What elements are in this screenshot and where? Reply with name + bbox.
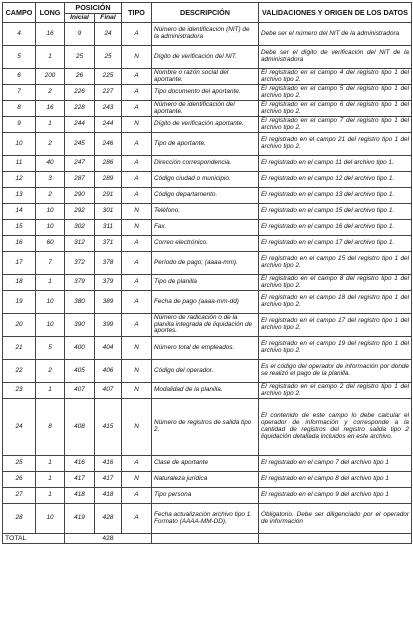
cell-validacion: El registrado en el campo 21 del registro tipo 1 del archivo tipo 2. [259, 133, 412, 156]
cell-validacion: El registrado en el campo 17 del archivo tipo 1. [259, 236, 412, 252]
cell-descripcion: Clase de aportante [152, 456, 259, 472]
cell-tipo: A [122, 156, 152, 172]
cell-final: 379 [95, 275, 122, 291]
cell-tipo: N [122, 220, 152, 236]
cell-campo: 19 [3, 291, 36, 314]
table-row [3, 236, 412, 252]
cell-tipo: A [122, 23, 152, 46]
cell-long: 16 [36, 23, 65, 46]
cell-inicial: 247 [65, 156, 95, 172]
cell-long: 40 [36, 156, 65, 172]
cell-final: 406 [95, 360, 122, 383]
header-campo: CAMPO [3, 3, 36, 23]
cell-long: 1 [36, 472, 65, 488]
cell-campo: 15 [3, 220, 36, 236]
cell-descripcion: Número total de empleados. [152, 337, 259, 360]
cell-final: 417 [95, 472, 122, 488]
cell-final: 415 [95, 399, 122, 456]
cell-campo: 26 [3, 472, 36, 488]
cell-final: 291 [95, 188, 122, 204]
total-empty-desc [152, 534, 259, 544]
cell-inicial: 245 [65, 133, 95, 156]
cell-tipo: A [122, 488, 152, 504]
cell-descripcion: Número de identificación del aportante. [152, 101, 259, 117]
cell-final: 24 [95, 23, 122, 46]
cell-long: 2 [36, 133, 65, 156]
cell-validacion: El registrado en el campo 12 del archivo tipo 1. [259, 172, 412, 188]
cell-long: 1 [36, 456, 65, 472]
cell-descripcion: Modalidad de la planilla. [152, 383, 259, 399]
cell-final: 286 [95, 156, 122, 172]
cell-inicial: 287 [65, 172, 95, 188]
cell-long: 10 [36, 291, 65, 314]
cell-inicial: 418 [65, 488, 95, 504]
cell-tipo: A [122, 314, 152, 337]
cell-campo: 17 [3, 252, 36, 275]
table-row [3, 504, 412, 534]
cell-validacion: El contenido de este campo lo debe calcular el operador de información y corresponde a la cantidad de registros del registro salida tipo 2 liquidación detallada incluidos en este archivo. [259, 399, 412, 456]
cell-campo: 8 [3, 101, 36, 117]
cell-inicial: 400 [65, 337, 95, 360]
table-row [3, 85, 412, 101]
header-descripcion: DESCRIPCIÓN [152, 3, 259, 23]
total-value: 428 [65, 534, 152, 544]
cell-long: 60 [36, 236, 65, 252]
cell-tipo: A [122, 69, 152, 85]
cell-validacion: Debe ser el número del NIT de la administradora [259, 23, 412, 46]
total-empty-val [259, 534, 412, 544]
header-validaciones: VALIDACIONES Y ORIGEN DE LOS DATOS [259, 3, 412, 23]
cell-tipo: N [122, 472, 152, 488]
cell-descripcion: Nombre o razón social del aportante. [152, 69, 259, 85]
table-row [3, 275, 412, 291]
cell-final: 225 [95, 69, 122, 85]
cell-campo: 20 [3, 314, 36, 337]
cell-final: 371 [95, 236, 122, 252]
cell-long: 2 [36, 188, 65, 204]
total-label: TOTAL [3, 534, 65, 544]
cell-campo: 4 [3, 23, 36, 46]
cell-descripcion: Teléfono. [152, 204, 259, 220]
table-row [3, 314, 412, 337]
cell-validacion: El registrado en el campo 16 del archivo tipo 1. [259, 220, 412, 236]
cell-validacion: El registrado en el campo 6 del registro tipo 1 del archivo tipo 2. [259, 101, 412, 117]
cell-descripcion: Número de identificación (NIT) de la administradora [152, 23, 259, 46]
cell-campo: 24 [3, 399, 36, 456]
cell-tipo: N [122, 46, 152, 69]
cell-validacion: El registrado en el campo 7 del registro tipo 1 del archivo tipo 2. [259, 117, 412, 133]
cell-tipo: A [122, 504, 152, 534]
cell-descripcion: Fax. [152, 220, 259, 236]
field-spec-table [2, 2, 412, 544]
cell-long: 2 [36, 360, 65, 383]
header-final: Final [95, 14, 122, 23]
table-row [3, 291, 412, 314]
cell-validacion: El registrado en el campo 19 del registro tipo 1 del archivo tipo 2. [259, 337, 412, 360]
cell-campo: 6 [3, 69, 36, 85]
table-body [3, 23, 412, 534]
cell-validacion: El registrado en el campo 5 del registro tipo 1 del archivo tipo 2. [259, 85, 412, 101]
table-row [3, 488, 412, 504]
cell-final: 407 [95, 383, 122, 399]
cell-tipo: A [122, 236, 152, 252]
table-row [3, 204, 412, 220]
cell-descripcion: Tipo documento del aportante. [152, 85, 259, 101]
cell-long: 1 [36, 383, 65, 399]
cell-tipo: A [122, 101, 152, 117]
cell-long: 10 [36, 220, 65, 236]
cell-inicial: 417 [65, 472, 95, 488]
cell-inicial: 25 [65, 46, 95, 69]
cell-campo: 16 [3, 236, 36, 252]
cell-campo: 9 [3, 117, 36, 133]
cell-final: 289 [95, 172, 122, 188]
cell-final: 243 [95, 101, 122, 117]
cell-descripcion: Tipo persona [152, 488, 259, 504]
cell-long: 10 [36, 504, 65, 534]
cell-inicial: 372 [65, 252, 95, 275]
cell-final: 389 [95, 291, 122, 314]
cell-long: 1 [36, 275, 65, 291]
cell-final: 416 [95, 456, 122, 472]
cell-validacion: Debe ser el dígito de verificación del NIT de la administradora [259, 46, 412, 69]
cell-final: 399 [95, 314, 122, 337]
table-row [3, 117, 412, 133]
cell-descripcion: Fecha actualización archivo tipo 1. Formato (AAAA-MM-DD). [152, 504, 259, 534]
cell-tipo: A [122, 133, 152, 156]
cell-long: 5 [36, 337, 65, 360]
cell-final: 311 [95, 220, 122, 236]
cell-tipo: A [122, 188, 152, 204]
cell-validacion: El registrado en el campo 15 del archivo tipo 1. [259, 204, 412, 220]
cell-descripcion: Tipo de aportante. [152, 133, 259, 156]
table-row [3, 46, 412, 69]
cell-campo: 21 [3, 337, 36, 360]
table-row [3, 252, 412, 275]
cell-inicial: 416 [65, 456, 95, 472]
cell-long: 200 [36, 69, 65, 85]
cell-campo: 12 [3, 172, 36, 188]
cell-inicial: 390 [65, 314, 95, 337]
cell-validacion: El registrado en el campo 8 del archivo tipo 1 [259, 472, 412, 488]
cell-tipo: N [122, 399, 152, 456]
table-row [3, 383, 412, 399]
header-long: LONG [36, 3, 65, 23]
cell-descripcion: Código ciudad o municipio. [152, 172, 259, 188]
cell-campo: 10 [3, 133, 36, 156]
cell-campo: 22 [3, 360, 36, 383]
cell-inicial: 419 [65, 504, 95, 534]
cell-inicial: 379 [65, 275, 95, 291]
cell-descripcion: Fecha de pago (aaaa-mm-dd) [152, 291, 259, 314]
cell-final: 418 [95, 488, 122, 504]
table-row [3, 156, 412, 172]
table-row [3, 101, 412, 117]
cell-campo: 11 [3, 156, 36, 172]
cell-final: 227 [95, 85, 122, 101]
cell-long: 10 [36, 314, 65, 337]
cell-inicial: 226 [65, 85, 95, 101]
cell-long: 1 [36, 46, 65, 69]
cell-descripcion: Número de radicación o de la planilla integrada de liquidación de aportes. [152, 314, 259, 337]
header-inicial: Inicial [65, 14, 95, 23]
cell-inicial: 290 [65, 188, 95, 204]
cell-long: 1 [36, 117, 65, 133]
table-row [3, 69, 412, 85]
cell-long: 1 [36, 488, 65, 504]
cell-tipo: N [122, 204, 152, 220]
cell-descripcion: Dígito de verificación aportante. [152, 117, 259, 133]
cell-campo: 25 [3, 456, 36, 472]
cell-final: 25 [95, 46, 122, 69]
cell-inicial: 228 [65, 101, 95, 117]
cell-validacion: El registrado en el campo 9 del archivo tipo 1 [259, 488, 412, 504]
cell-validacion: El registrado en el campo 11 del archivo tipo 1. [259, 156, 412, 172]
cell-inicial: 408 [65, 399, 95, 456]
cell-campo: 28 [3, 504, 36, 534]
cell-final: 301 [95, 204, 122, 220]
cell-inicial: 26 [65, 69, 95, 85]
cell-inicial: 292 [65, 204, 95, 220]
cell-tipo: A [122, 85, 152, 101]
cell-long: 16 [36, 101, 65, 117]
cell-validacion: El registrado en el campo 7 del archivo tipo 1 [259, 456, 412, 472]
cell-tipo: A [122, 172, 152, 188]
cell-tipo: A [122, 456, 152, 472]
cell-inicial: 380 [65, 291, 95, 314]
cell-validacion: El registrado en el campo 2 del registro tipo 1 del archivo tipo 2. [259, 383, 412, 399]
cell-descripcion: Correo electrónico. [152, 236, 259, 252]
table-row [3, 399, 412, 456]
cell-inicial: 302 [65, 220, 95, 236]
cell-descripcion: Naturaleza jurídica [152, 472, 259, 488]
cell-long: 10 [36, 204, 65, 220]
cell-campo: 5 [3, 46, 36, 69]
table-row [3, 172, 412, 188]
cell-validacion: Obligatorio. Debe ser diligenciado por el operador de información [259, 504, 412, 534]
table-row [3, 456, 412, 472]
cell-inicial: 405 [65, 360, 95, 383]
cell-final: 246 [95, 133, 122, 156]
cell-tipo: N [122, 117, 152, 133]
cell-descripcion: Dirección correspondencia. [152, 156, 259, 172]
cell-campo: 7 [3, 85, 36, 101]
table-row [3, 337, 412, 360]
cell-validacion: Es el código del operador de información por donde se realizó el pago de la planilla. [259, 360, 412, 383]
cell-tipo: N [122, 337, 152, 360]
cell-validacion: El registrado en el campo 8 del registro tipo 1 del archivo tipo 2. [259, 275, 412, 291]
cell-campo: 18 [3, 275, 36, 291]
cell-inicial: 244 [65, 117, 95, 133]
cell-long: 3 [36, 172, 65, 188]
cell-tipo: A [122, 275, 152, 291]
table-row [3, 188, 412, 204]
cell-inicial: 9 [65, 23, 95, 46]
cell-inicial: 312 [65, 236, 95, 252]
cell-final: 404 [95, 337, 122, 360]
cell-tipo: A [122, 252, 152, 275]
cell-long: 8 [36, 399, 65, 456]
cell-tipo: N [122, 383, 152, 399]
cell-descripcion: Dígito de verificación del NIT. [152, 46, 259, 69]
table-row [3, 23, 412, 46]
cell-descripcion: Código del operador. [152, 360, 259, 383]
cell-campo: 14 [3, 204, 36, 220]
cell-final: 428 [95, 504, 122, 534]
table-row [3, 472, 412, 488]
cell-final: 244 [95, 117, 122, 133]
table-row [3, 360, 412, 383]
table-row [3, 133, 412, 156]
cell-inicial: 407 [65, 383, 95, 399]
cell-validacion: El registrado en el campo 17 del registro tipo 1 del archivo tipo 2. [259, 314, 412, 337]
cell-validacion: El registrado en el campo 18 del registro tipo 1 del archivo tipo 2. [259, 291, 412, 314]
cell-campo: 13 [3, 188, 36, 204]
cell-tipo: N [122, 360, 152, 383]
total-row [3, 534, 412, 544]
cell-descripcion: Código departamento. [152, 188, 259, 204]
cell-validacion: El registrado en el campo 13 del archivo tipo 1. [259, 188, 412, 204]
cell-long: 7 [36, 252, 65, 275]
cell-descripcion: Período de pago; (aaaa-mm). [152, 252, 259, 275]
cell-validacion: El registrado en el campo 15 del registro tipo 1 del archivo tipo 2. [259, 252, 412, 275]
cell-tipo: A [122, 291, 152, 314]
cell-final: 378 [95, 252, 122, 275]
cell-long: 2 [36, 85, 65, 101]
cell-descripcion: Tipo de planilla [152, 275, 259, 291]
cell-descripcion: Número de registros de salida tipo 2. [152, 399, 259, 456]
cell-campo: 23 [3, 383, 36, 399]
header-tipo: TIPO [122, 3, 152, 23]
table-row [3, 220, 412, 236]
header-posicion: POSICIÓN [65, 3, 122, 14]
cell-campo: 27 [3, 488, 36, 504]
cell-validacion: El registrado en el campo 4 del registro tipo 1 del archivo tipo 2. [259, 69, 412, 85]
